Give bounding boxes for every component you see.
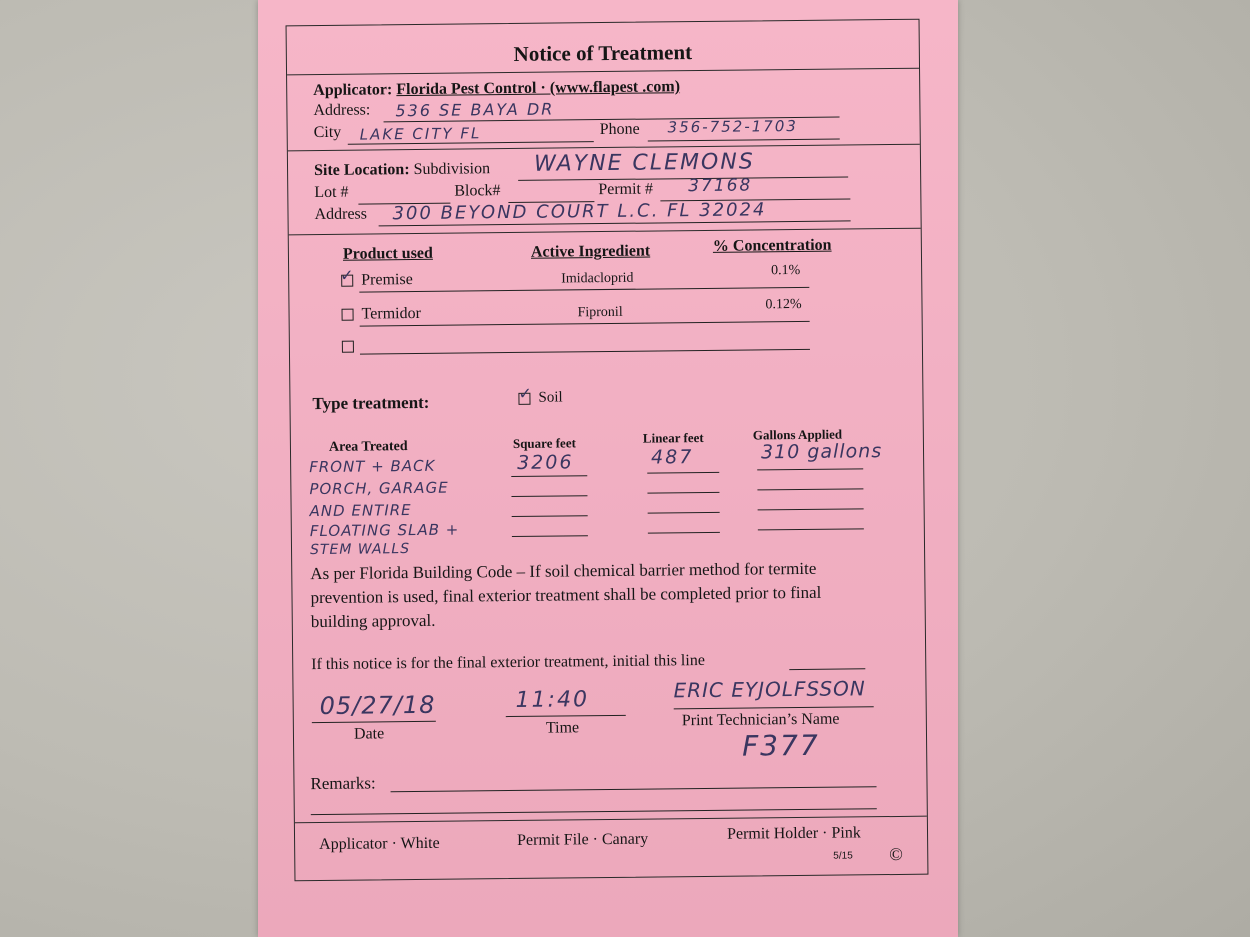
divider [295,816,927,824]
phone-value: 356-752-1703 [667,116,798,137]
time-label: Time [545,719,580,737]
soil-option [518,385,563,406]
type-treatment-label: Type treatment: [312,392,430,414]
linear-line [648,532,720,534]
product-row-empty [342,338,362,356]
ingredient-name: Imidacloprid [561,270,634,287]
col-ingredient-header: Active Ingredient [530,242,651,261]
footer-permit-file-copy: Permit File · Canary [516,830,649,849]
sqft-line [511,495,587,497]
product-name: Termidor [361,304,421,323]
site-address-label: Address [314,205,368,224]
col-concentration-header: % Concentration [712,236,832,255]
subdivision-label: Subdivision [413,160,491,179]
sqft-line [512,515,588,517]
remarks-line[interactable] [311,808,877,815]
site-label: Site Location: [313,161,410,180]
notice-of-treatment-form [286,19,929,882]
product-line [360,349,810,355]
checkbox-empty[interactable] [342,341,354,353]
remarks-label: Remarks: [310,773,376,794]
area-line-1: FRONT + BACK [309,456,436,477]
date-label: Date [353,725,385,743]
date-value: 05/27/18 [319,690,436,721]
applicator-label: Applicator: [313,81,393,100]
soil-label: Soil [538,389,563,406]
col-sqft-header: Square feet [512,435,576,451]
phone-label: Phone [599,120,640,139]
footer-applicator-copy: Applicator · White [319,834,440,854]
initial-line[interactable] [789,668,865,670]
product-line [360,321,810,327]
permit-value: 37168 [688,175,753,197]
remarks-line[interactable] [391,786,877,792]
final-treatment-text: If this notice is for the final exterior treatment, initial this line [311,651,705,674]
col-gallons-header: Gallons Applied [752,426,843,443]
applicator-value: Florida Pest Control · (www.flapest .com) [396,78,681,99]
technician-line [674,706,874,709]
phone-line [648,139,840,142]
address-label: Address: [313,101,371,120]
gallons-line [758,508,864,510]
divider [289,228,921,236]
permit-label: Permit # [598,180,654,199]
area-line-5: STEM WALLS [309,541,411,559]
linear-line [647,472,719,474]
subdivision-line [518,176,848,180]
concentration-value: 0.1% [771,262,801,279]
sqft-line [512,535,588,537]
area-line-3: AND ENTIRE [309,501,412,521]
lot-label: Lot # [314,183,349,202]
product-line [359,287,809,293]
technician-label: Print Technician’s Name [681,710,840,730]
gallons-line [757,488,863,490]
product-name: Premise [361,271,413,289]
code-text-line-2: prevention is used, final exterior treatment shall be completed prior to final [310,582,822,608]
linear-line [647,492,719,494]
gallons-value: 310 gallons [760,440,883,464]
sqft-value: 3206 [517,451,574,474]
date-line [312,721,436,723]
city-value: LAKE CITY FL [359,124,482,144]
linear-line [648,512,720,514]
technician-name-value: ERIC EYJOLFSSON [673,676,866,703]
subdivision-value: WAYNE CLEMONS [533,149,755,177]
area-line-4: FLOATING SLAB + [309,520,460,541]
time-value: 11:40 [515,687,590,713]
technician-id: F377 [741,728,820,763]
site-row [314,160,490,180]
sqft-line [511,475,587,477]
concentration-value: 0.12% [765,296,802,313]
ingredient-name: Fipronil [577,304,623,321]
applicator-row [313,78,680,100]
gallons-line [758,528,864,530]
copyright-symbol: © [889,843,904,865]
col-linear-header: Linear feet [642,429,704,446]
form-version: 5/15 [833,850,853,862]
code-text-line-1: As per Florida Building Code – If soil chemical barrier method for termite [310,558,817,584]
time-line [506,715,626,717]
form-title: Notice of Treatment [513,40,693,66]
product-row [341,305,420,324]
area-line-2: PORCH, GARAGE [309,478,449,499]
col-area-header: Area Treated [328,439,408,455]
divider [287,68,919,76]
site-address-value: 300 BEYOND COURT L.C. FL 32024 [392,199,767,225]
checkbox-soil[interactable]: ✓ [518,385,532,403]
gallons-line [757,468,863,470]
address-value: 536 SE BAYA DR [395,99,555,121]
linear-value: 487 [650,446,694,469]
footer-permit-holder-copy: Permit Holder · Pink [726,824,861,843]
block-label: Block# [454,182,501,200]
city-label: City [313,123,342,142]
checkbox-termidor[interactable] [342,309,354,321]
code-text-line-3: building approval. [310,610,436,632]
col-product-header: Product used [342,244,433,263]
product-row [340,267,413,290]
checkbox-premise[interactable]: ✓ [340,267,354,286]
